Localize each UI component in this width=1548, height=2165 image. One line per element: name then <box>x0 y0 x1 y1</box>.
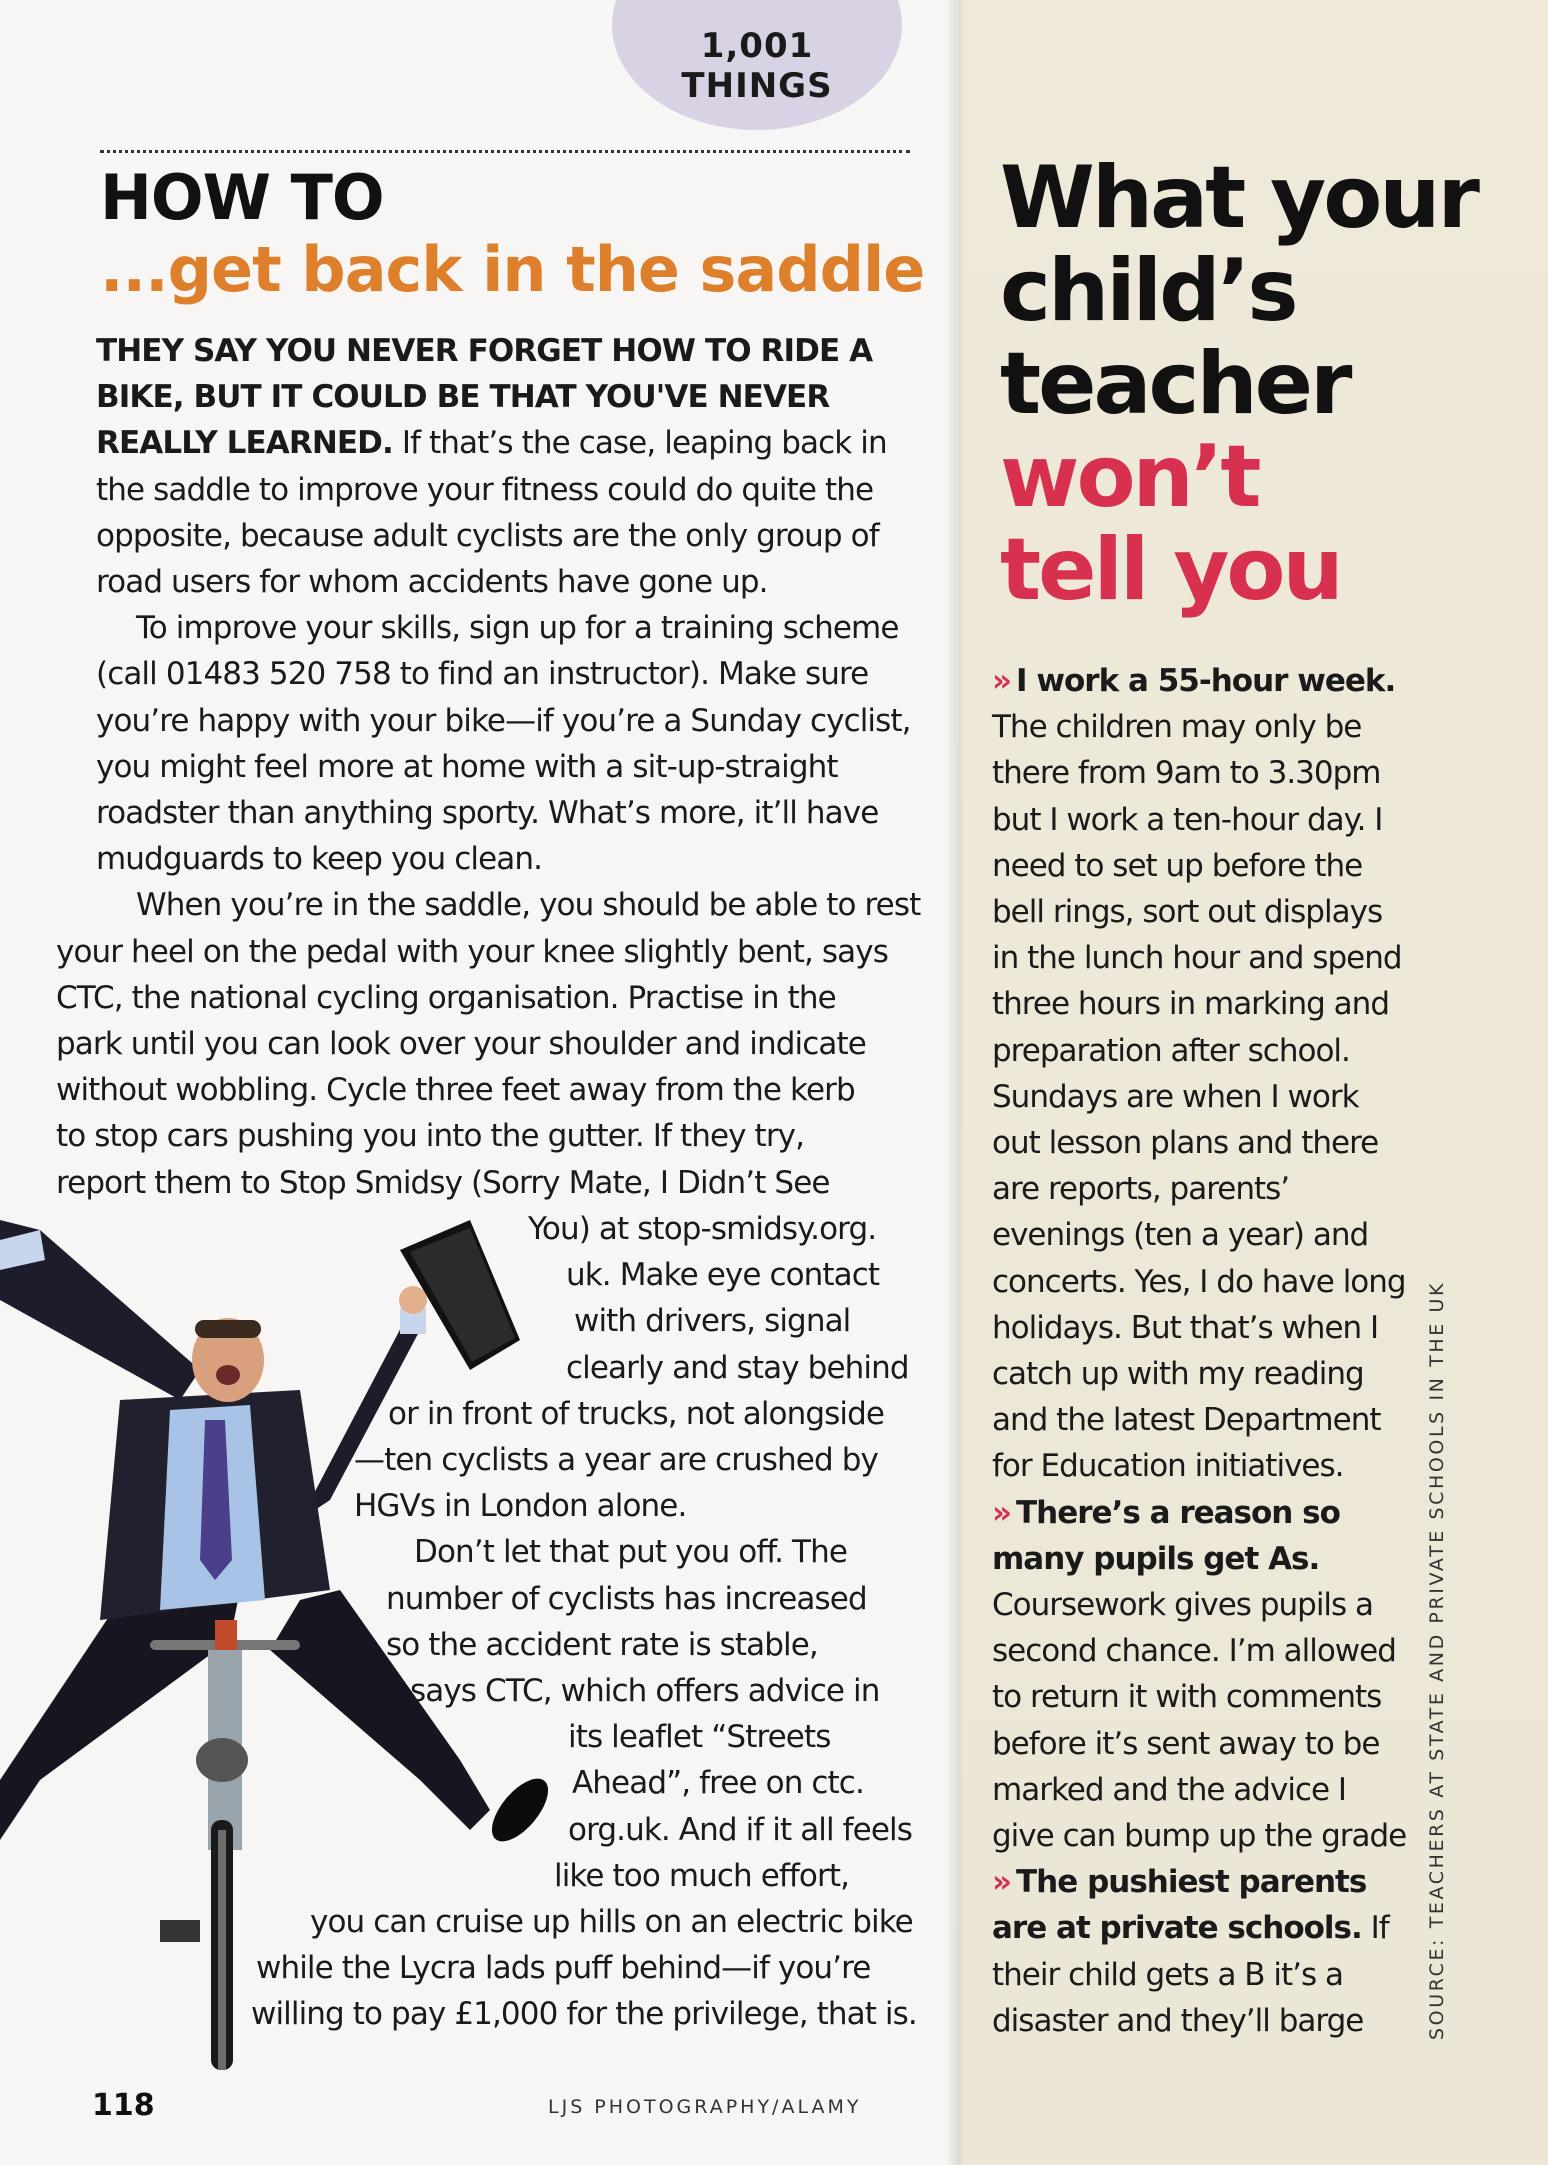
paragraph-3-line: When you’re in the saddle, you should be able to rest <box>136 887 921 924</box>
wrapped-line: Ahead”, free on ctc. <box>572 1765 864 1802</box>
article-subtitle: ...get back in the saddle <box>100 233 925 306</box>
wrapped-line: You) at stop-smidsy.org. <box>528 1211 877 1247</box>
wrapped-line: uk. Make eye contact <box>566 1257 880 1294</box>
paragraph-3-line: CTC, the national cycling organisation. Practise in the <box>56 979 836 1016</box>
sidebar-item-2 <box>992 1490 1412 1860</box>
wrapped-line: willing to pay £1,000 for the privilege, that is. <box>251 1996 917 2033</box>
badge-number: 1,001 <box>700 26 814 66</box>
badge-label: THINGS <box>681 66 833 106</box>
chevron-icon: » <box>992 663 1009 699</box>
sidebar-title-line-4: won’t <box>1000 427 1259 527</box>
wrapped-line: —ten cyclists a year are crushed by <box>354 1442 878 1479</box>
wrapped-line: you can cruise up hills on an electric bike <box>310 1904 913 1941</box>
paragraph-3-line: park until you can look over your shoulder and indicate <box>56 1026 866 1063</box>
sidebar-item-1-text: The children may only be there from 9am to 3.30pm but I work a ten-hour day. I need to set up before the bell rings, sort out displays in the lunch hour and spend three hours in marking and preparation after school. Sundays are when I work out lesson plans and there are reports, parents’ evenings (ten a year) and concerts. Yes, I do have long holidays. But that’s when I catch up with my reading and the latest Department for Education initiatives. <box>992 709 1406 1485</box>
sidebar-title-line-3: teacher <box>1000 334 1350 434</box>
wrapped-line: number of cyclists has increased <box>386 1580 867 1617</box>
article-title: HOW TO <box>100 161 384 234</box>
wrapped-line: says CTC, which offers advice in <box>410 1673 880 1710</box>
wrapped-line: like too much effort, <box>554 1857 850 1894</box>
sidebar-item-1-heading: I work a 55-hour week. <box>1016 663 1396 699</box>
page-number: 118 <box>92 2088 155 2123</box>
wrapped-line: or in front of trucks, not alongside <box>388 1395 885 1432</box>
dotted-divider <box>100 150 910 153</box>
paragraph-3-line: without wobbling. Cycle three feet away from the kerb <box>56 1072 855 1109</box>
sidebar-item-2-heading: There’s a reason so many pupils get As. <box>992 1494 1340 1577</box>
photo-credit: LJS PHOTOGRAPHY/ALAMY <box>548 2096 862 2118</box>
sidebar-title <box>1000 148 1477 620</box>
sidebar-title-line-5: tell you <box>1000 520 1341 620</box>
wrapped-line: while the Lycra lads puff behind—if you’re <box>256 1950 871 1987</box>
paragraph-3 <box>56 882 926 1205</box>
wrapped-text <box>96 1206 930 2038</box>
wrapped-line: org.uk. And if it all feels <box>568 1811 912 1848</box>
lead-in: THEY SAY YOU NEVER FORGET HOW TO RIDE A BIKE, BUT IT COULD BE THAT YOU'VE NEVER REALLY LEARNED. <box>96 333 873 462</box>
source-note: SOURCE: TEACHERS AT STATE AND PRIVATE SCHOOLS IN THE UK <box>1426 1280 1448 2040</box>
chevron-icon: » <box>992 1494 1009 1531</box>
paragraph-3-line: report them to Stop Smidsy (Sorry Mate, I Didn’t See <box>56 1164 830 1201</box>
paragraph-3-line: to stop cars pushing you into the gutter. If they try, <box>56 1118 805 1155</box>
paragraph-1-text: If that’s the case, leaping back in the saddle to improve your fitness could do quite the opposite, because adult cyclists are the only group of road users for whom accidents have gone up. <box>96 425 887 601</box>
wrapped-line: its leaflet “Streets <box>568 1719 831 1756</box>
paragraph-3-line: your heel on the pedal with your knee slightly bent, says <box>56 933 888 970</box>
sidebar-item-3 <box>992 1859 1412 2044</box>
sidebar-item-3-heading: The pushiest parents are at private schools. <box>992 1864 1367 1947</box>
paragraph-1 <box>96 328 926 605</box>
sidebar-item-1 <box>992 658 1412 1490</box>
sidebar-body <box>992 658 1412 2044</box>
sidebar-item-2-text: Coursework gives pupils a second chance. I’m allowed to return it with comments before it’s sent away to be marked and the advice I give can bump up the grade <box>992 1587 1407 1855</box>
wrapped-line: HGVs in London alone. <box>354 1488 687 1525</box>
wrapped-line: clearly and stay behind <box>566 1349 909 1386</box>
sidebar-title-line-1: What your <box>1000 148 1477 248</box>
page-gutter <box>945 0 963 2165</box>
wrapped-line: with drivers, signal <box>574 1303 851 1340</box>
chevron-icon: » <box>992 1864 1009 1901</box>
paragraph-2: To improve your skills, sign up for a training scheme (call 01483 520 758 to find an instructor). Make sure you’re happy with your bike—if you’re a Sunday cyclist, you might feel more at home with a sit-up-straight roadster than anything sporty. What’s more, it’ll have mudguards to keep you clean. <box>96 610 911 878</box>
wrapped-line: so the accident rate is stable, <box>386 1626 818 1663</box>
sidebar-title-line-2: child’s <box>1000 241 1296 341</box>
wrapped-line: Don’t let that put you off. The <box>414 1534 847 1571</box>
article-body <box>56 328 926 1206</box>
sidebar-item-3-text: If their child gets a B it’s a disaster and they’ll barge <box>992 1910 1389 2039</box>
